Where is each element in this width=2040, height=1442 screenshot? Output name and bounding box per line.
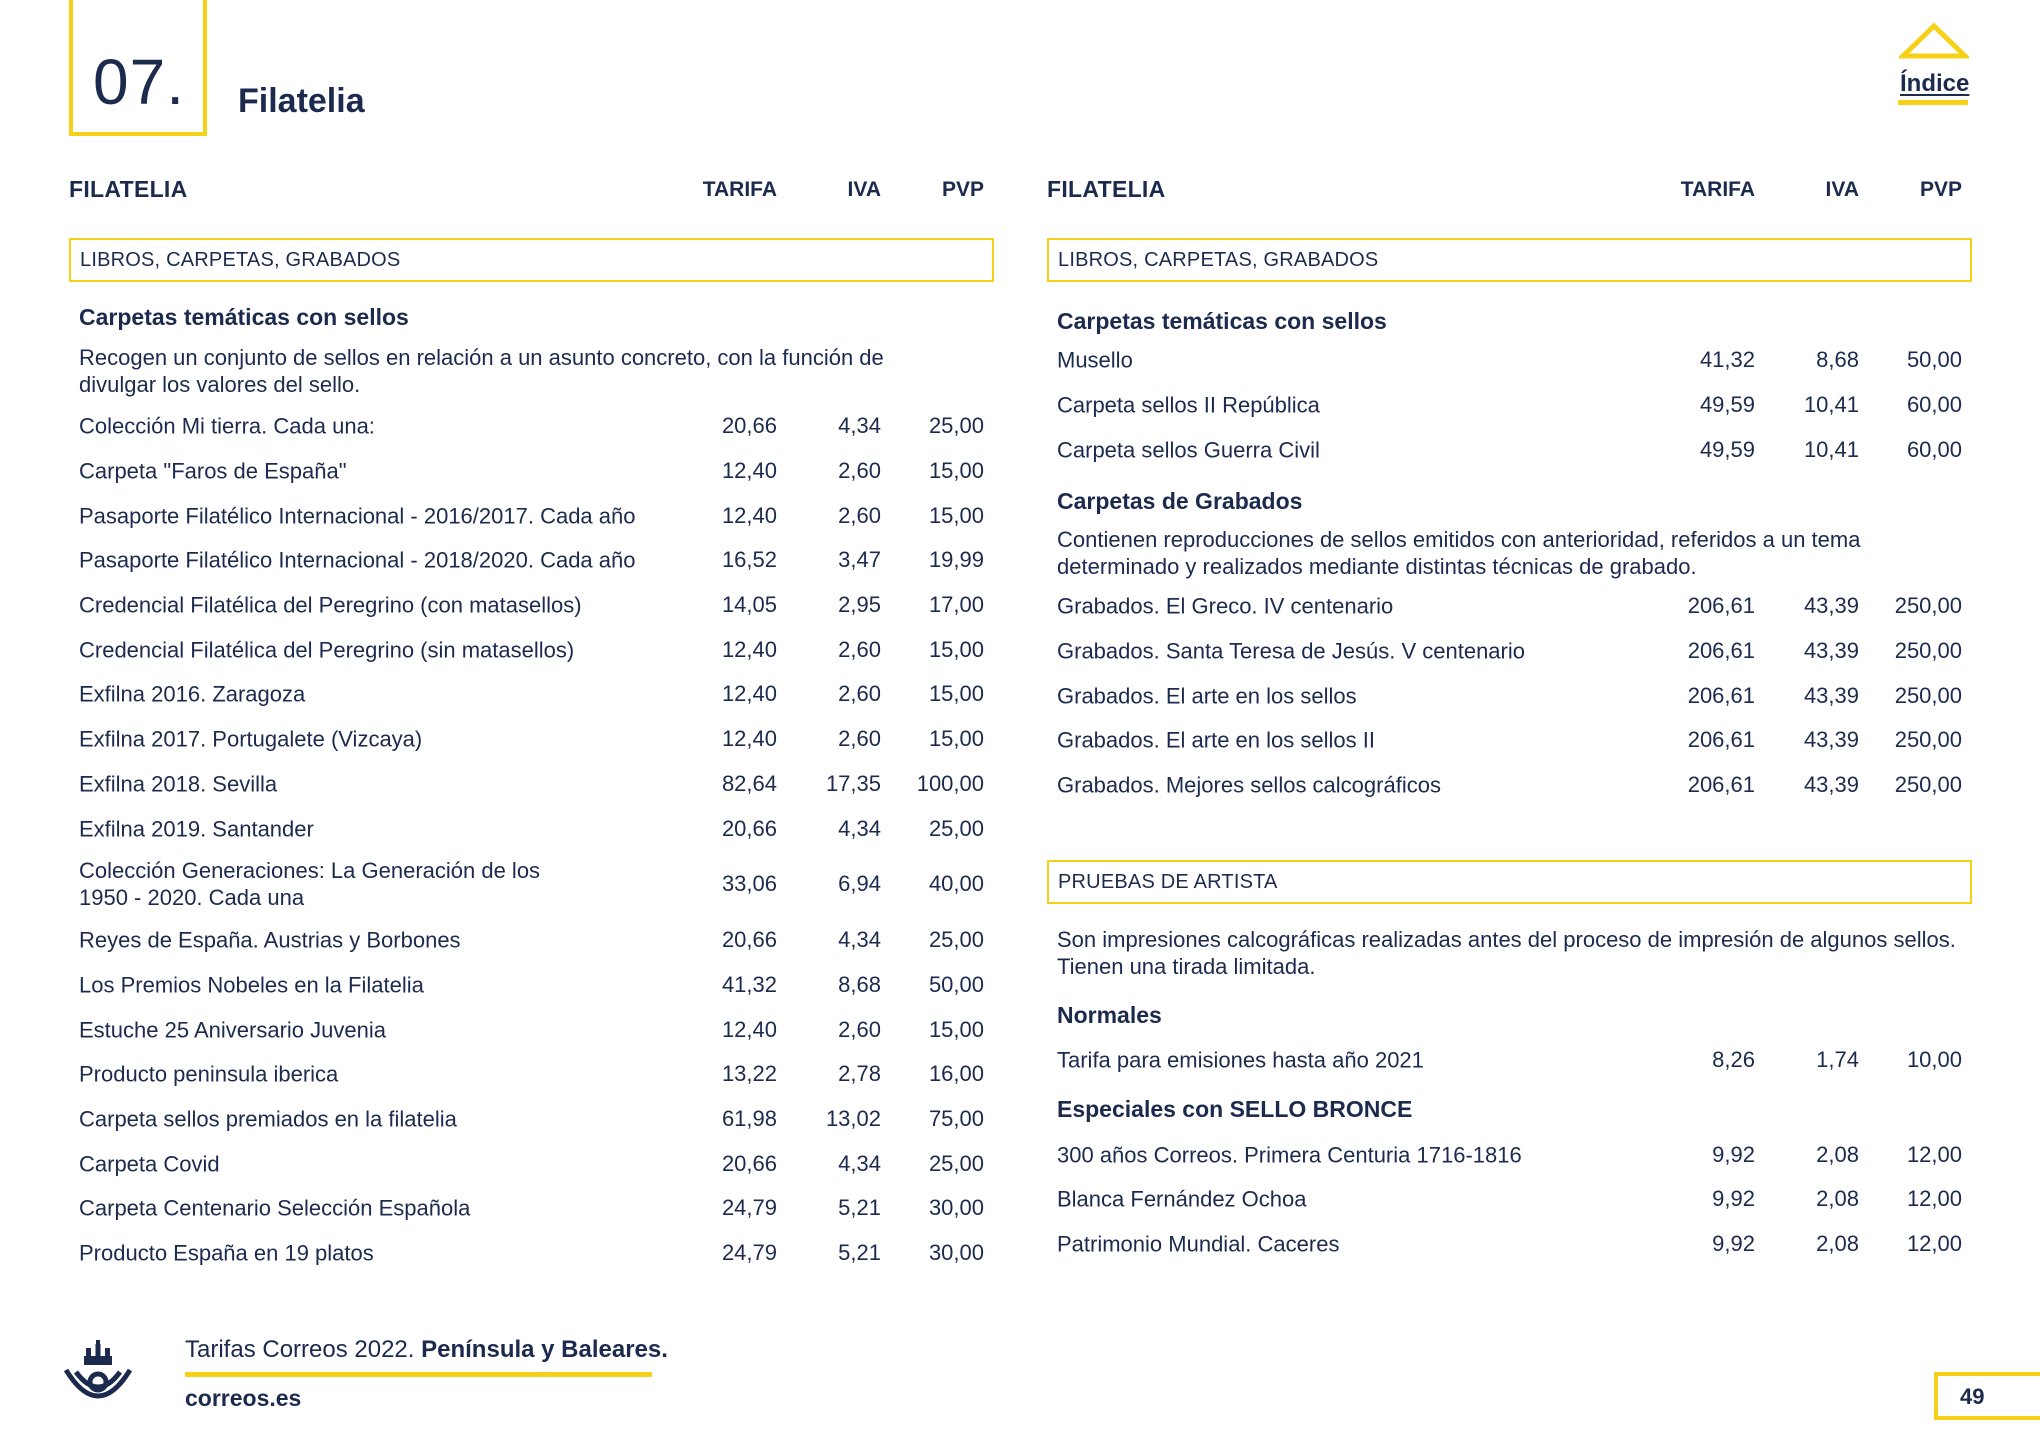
row-pvp: 25,00 (928, 1150, 984, 1176)
table-row (1047, 673, 1972, 718)
row-iva: 4,34 (838, 1150, 881, 1176)
row-pvp: 17,00 (928, 592, 984, 618)
section-number-box (69, 0, 207, 136)
row-name: Colección Generaciones: La Generación de los 1950 - 2020. Cada una (79, 858, 541, 911)
row-pvp: 10,00 (1906, 1046, 1962, 1072)
header-tarifa: TARIFA (702, 178, 777, 201)
category-box: LIBROS, CARPETAS, GRABADOS (1047, 238, 1972, 282)
row-pvp: 25,00 (928, 927, 984, 953)
row-pvp: 100,00 (916, 770, 984, 796)
rows-group-1 (1047, 338, 1972, 472)
table-row (69, 717, 994, 762)
row-iva: 10,41 (1803, 436, 1859, 462)
index-label: Índice (1900, 70, 1970, 97)
subtitle: Carpetas temáticas con sellos (79, 304, 409, 330)
rows-group-3 (1047, 1038, 1972, 1083)
table-row (69, 851, 994, 918)
header-name: FILATELIA (1047, 176, 1166, 202)
row-tarifa: 206,61 (1687, 772, 1755, 798)
row-pvp: 25,00 (928, 815, 984, 841)
index-link[interactable] (1898, 22, 1970, 106)
row-tarifa: 8,26 (1712, 1046, 1755, 1072)
row-iva: 2,60 (838, 726, 881, 752)
row-pvp: 75,00 (928, 1105, 984, 1131)
description: Son impresiones calcográficas realizadas antes del proceso de impresión de algunos sellos. Tienen una tirada limitada. (1057, 926, 1956, 979)
row-name: Producto España en 19 platos (79, 1240, 374, 1266)
row-name: Los Premios Nobeles en la Filatelia (79, 972, 424, 998)
row-iva: 2,08 (1816, 1186, 1859, 1212)
right-column-header (1047, 172, 1972, 222)
footer-brand-light: Tarifas Correos 2022. (185, 1336, 415, 1363)
table-row (69, 404, 994, 449)
row-name: Credencial Filatélica del Peregrino (sin matasellos) (79, 637, 575, 663)
row-tarifa: 206,61 (1687, 727, 1755, 753)
subtitle: Carpetas de Grabados (1057, 488, 1303, 515)
row-pvp: 250,00 (1894, 772, 1962, 798)
table-row (1047, 1222, 1972, 1267)
row-iva: 13,02 (825, 1105, 881, 1131)
row-pvp: 25,00 (928, 413, 984, 439)
table-row (1047, 338, 1972, 383)
table-row (1047, 584, 1972, 629)
row-name: Grabados. El arte en los sellos (1057, 683, 1357, 709)
footer-url-link[interactable]: correos.es (185, 1385, 302, 1411)
row-tarifa: 33,06 (721, 871, 777, 897)
rows-group-2 (1047, 584, 1972, 807)
row-pvp: 12,00 (1906, 1230, 1962, 1256)
row-iva: 1,74 (1816, 1046, 1859, 1072)
row-tarifa: 20,66 (721, 1150, 777, 1176)
description: Recogen un conjunto de sellos en relación a un asunto concreto, con la función de divulgar los valores del sello. (79, 345, 884, 397)
row-iva: 2,95 (838, 592, 881, 618)
row-pvp: 15,00 (928, 681, 984, 707)
section-number: 07. (93, 46, 185, 118)
row-pvp: 60,00 (1906, 392, 1962, 418)
row-name: Producto peninsula iberica (79, 1061, 339, 1087)
row-name: Carpeta Centenario Selección Española (79, 1195, 471, 1221)
header-tarifa: TARIFA (1680, 178, 1755, 201)
row-pvp: 250,00 (1894, 682, 1962, 708)
row-tarifa: 12,40 (721, 458, 777, 484)
footer-brand-bold: Península y Baleares. (421, 1336, 668, 1363)
table-row (69, 449, 994, 494)
row-tarifa: 41,32 (1699, 347, 1755, 373)
table-row (1047, 383, 1972, 428)
header-pvp: PVP (1919, 178, 1962, 201)
row-name: Carpeta sellos II República (1057, 392, 1320, 418)
row-name: Reyes de España. Austrias y Borbones (79, 927, 461, 953)
category-box: LIBROS, CARPETAS, GRABADOS (69, 238, 994, 282)
home-triangle-icon (1899, 22, 1969, 62)
left-rows (69, 404, 994, 1275)
row-pvp: 16,00 (928, 1061, 984, 1087)
row-pvp: 250,00 (1894, 638, 1962, 664)
description: Contienen reproducciones de sellos emitidos con anterioridad, referidos a un tema determinado y realizados mediante distintas técnicas de grabado. (1057, 527, 1861, 580)
row-tarifa: 9,92 (1712, 1186, 1755, 1212)
row-name: Pasaporte Filatélico Internacional - 2016/2017. Cada año (79, 503, 636, 529)
row-pvp: 30,00 (928, 1240, 984, 1266)
row-iva: 2,08 (1816, 1141, 1859, 1167)
row-iva: 6,94 (838, 871, 881, 897)
row-name: Carpeta sellos premiados en la filatelia (79, 1106, 457, 1132)
table-row (69, 963, 994, 1008)
left-column-header (69, 172, 994, 222)
table-row (69, 627, 994, 672)
table-row (69, 762, 994, 807)
left-column (69, 172, 994, 1275)
row-name: Grabados. El Greco. IV centenario (1057, 593, 1394, 619)
page-number-box (1934, 1372, 2040, 1420)
header-pvp: PVP (941, 178, 984, 201)
table-row (69, 1097, 994, 1142)
row-iva: 2,60 (838, 1016, 881, 1042)
index-underline (1898, 100, 1968, 105)
header-name: FILATELIA (69, 176, 188, 202)
row-pvp: 12,00 (1906, 1141, 1962, 1167)
row-name: Patrimonio Mundial. Caceres (1057, 1231, 1340, 1257)
table-row (69, 493, 994, 538)
row-tarifa: 41,32 (721, 971, 777, 997)
row-iva: 43,39 (1803, 772, 1859, 798)
row-pvp: 12,00 (1906, 1186, 1962, 1212)
subtitle: Especiales con SELLO BRONCE (1057, 1096, 1413, 1123)
table-row (69, 538, 994, 583)
row-iva: 2,60 (838, 502, 881, 528)
row-tarifa: 9,92 (1712, 1141, 1755, 1167)
header-iva: IVA (847, 178, 881, 201)
table-row (69, 806, 994, 851)
row-name: Grabados. Santa Teresa de Jesús. V centenario (1057, 638, 1525, 664)
row-pvp: 15,00 (928, 636, 984, 662)
row-name: Exfilna 2016. Zaragoza (79, 681, 306, 707)
row-pvp: 30,00 (928, 1195, 984, 1221)
rows-group-4 (1047, 1132, 1972, 1266)
table-row (69, 583, 994, 628)
row-pvp: 50,00 (1906, 347, 1962, 373)
row-name: 300 años Correos. Primera Centuria 1716-1816 (1057, 1142, 1522, 1168)
row-tarifa: 49,59 (1699, 436, 1755, 462)
row-iva: 8,68 (838, 971, 881, 997)
table-row (1047, 629, 1972, 674)
subtitle: Normales (1057, 1001, 1162, 1028)
row-name: Exfilna 2018. Sevilla (79, 771, 278, 797)
row-tarifa: 206,61 (1687, 682, 1755, 708)
row-tarifa: 12,40 (721, 636, 777, 662)
header-iva: IVA (1825, 178, 1859, 201)
row-iva: 43,39 (1803, 638, 1859, 664)
category-box: PRUEBAS DE ARTISTA (1047, 860, 1972, 904)
row-iva: 43,39 (1803, 593, 1859, 619)
row-iva: 2,60 (838, 636, 881, 662)
subtitle: Carpetas temáticas con sellos (1057, 308, 1387, 334)
row-pvp: 15,00 (928, 726, 984, 752)
row-name: Estuche 25 Aniversario Juvenia (79, 1017, 386, 1043)
row-iva: 4,34 (838, 413, 881, 439)
correos-logo-icon (58, 1340, 138, 1410)
row-name: Exfilna 2019. Santander (79, 816, 314, 842)
row-name: Tarifa para emisiones hasta año 2021 (1057, 1047, 1424, 1073)
row-tarifa: 61,98 (721, 1105, 777, 1131)
table-row (69, 1141, 994, 1186)
row-pvp: 15,00 (928, 1016, 984, 1042)
table-row (1047, 1132, 1972, 1177)
row-tarifa: 206,61 (1687, 593, 1755, 619)
row-iva: 4,34 (838, 815, 881, 841)
row-tarifa: 14,05 (721, 592, 777, 618)
row-pvp: 250,00 (1894, 727, 1962, 753)
row-tarifa: 24,79 (721, 1240, 777, 1266)
row-pvp: 15,00 (928, 458, 984, 484)
row-name: Pasaporte Filatélico Internacional - 2018/2020. Cada año (79, 547, 636, 573)
row-tarifa: 9,92 (1712, 1230, 1755, 1256)
page-title: Filatelia (238, 82, 365, 120)
row-tarifa: 24,79 (721, 1195, 777, 1221)
row-name: Blanca Fernández Ochoa (1057, 1186, 1307, 1212)
row-iva: 3,47 (838, 547, 881, 573)
table-row (69, 672, 994, 717)
row-tarifa: 49,59 (1699, 392, 1755, 418)
page-number: 49 (1960, 1384, 1985, 1409)
table-row (1047, 763, 1972, 808)
footer-underline (185, 1372, 652, 1377)
row-tarifa: 16,52 (721, 547, 777, 573)
row-pvp: 15,00 (928, 502, 984, 528)
table-row (1047, 718, 1972, 763)
table-row (69, 918, 994, 963)
row-pvp: 19,99 (928, 547, 984, 573)
row-iva: 2,60 (838, 458, 881, 484)
right-column (1047, 172, 1972, 1266)
row-name: Carpeta Covid (79, 1151, 220, 1177)
row-tarifa: 82,64 (721, 770, 777, 796)
row-iva: 43,39 (1803, 727, 1859, 753)
row-name: Colección Mi tierra. Cada una: (79, 413, 375, 439)
row-iva: 43,39 (1803, 682, 1859, 708)
row-tarifa: 12,40 (721, 502, 777, 528)
row-tarifa: 206,61 (1687, 638, 1755, 664)
row-pvp: 60,00 (1906, 436, 1962, 462)
row-name: Grabados. Mejores sellos calcográficos (1057, 772, 1441, 798)
row-name: Musello (1057, 347, 1133, 373)
table-row (1047, 427, 1972, 472)
table-row (1047, 1177, 1972, 1222)
row-name: Carpeta sellos Guerra Civil (1057, 437, 1320, 463)
footer-brand (185, 1336, 668, 1364)
row-tarifa: 20,66 (721, 413, 777, 439)
row-tarifa: 20,66 (721, 815, 777, 841)
row-iva: 5,21 (838, 1240, 881, 1266)
row-name: Exfilna 2017. Portugalete (Vizcaya) (79, 726, 423, 752)
row-name: Credencial Filatélica del Peregrino (con matasellos) (79, 592, 582, 618)
table-row (69, 1052, 994, 1097)
row-name: Carpeta "Faros de España" (79, 458, 347, 484)
row-pvp: 40,00 (928, 871, 984, 897)
row-name: Grabados. El arte en los sellos II (1057, 727, 1375, 753)
row-tarifa: 13,22 (721, 1061, 777, 1087)
table-row (69, 1007, 994, 1052)
table-row (69, 1231, 994, 1276)
row-pvp: 50,00 (928, 971, 984, 997)
row-pvp: 250,00 (1894, 593, 1962, 619)
table-row (69, 1186, 994, 1231)
row-iva: 2,60 (838, 681, 881, 707)
row-iva: 4,34 (838, 927, 881, 953)
row-iva: 10,41 (1803, 392, 1859, 418)
table-row (1047, 1038, 1972, 1083)
row-iva: 8,68 (1816, 347, 1859, 373)
row-iva: 2,08 (1816, 1230, 1859, 1256)
row-tarifa: 12,40 (721, 726, 777, 752)
row-iva: 5,21 (838, 1195, 881, 1221)
row-tarifa: 12,40 (721, 1016, 777, 1042)
row-tarifa: 12,40 (721, 681, 777, 707)
row-tarifa: 20,66 (721, 927, 777, 953)
row-iva: 17,35 (825, 770, 881, 796)
row-iva: 2,78 (838, 1061, 881, 1087)
